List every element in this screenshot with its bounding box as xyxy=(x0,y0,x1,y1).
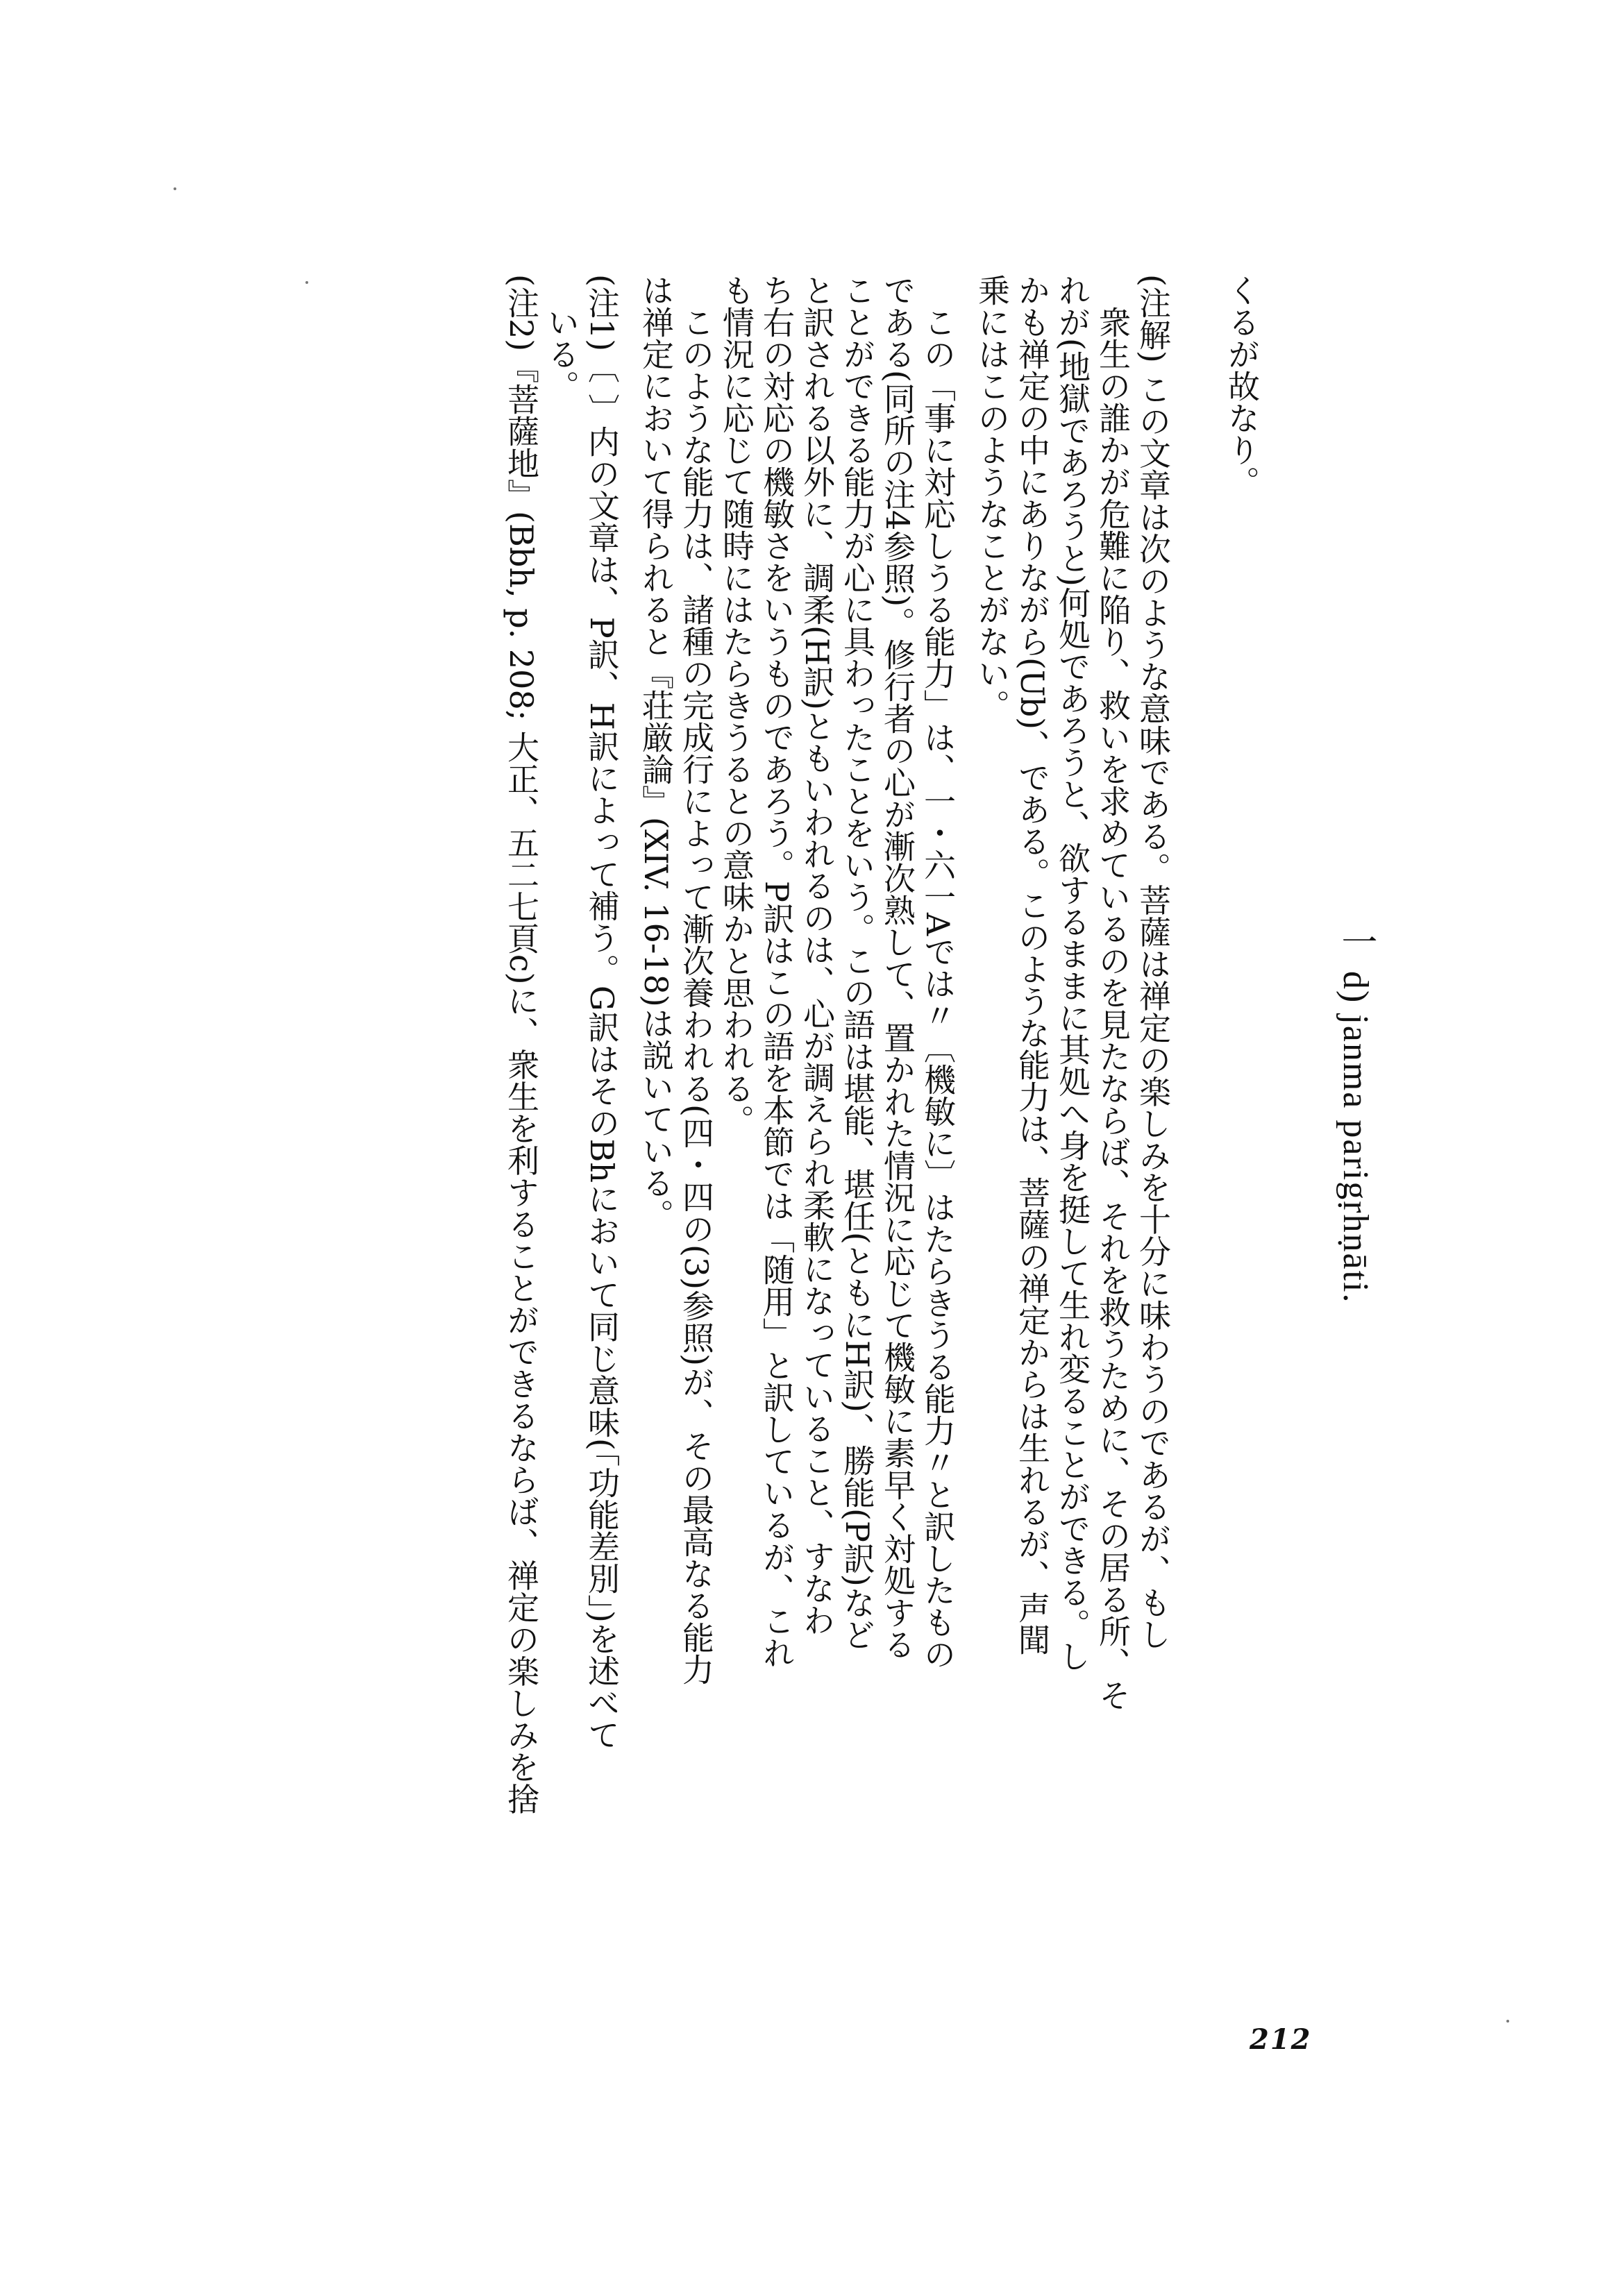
text-line: ことができる能力が心に具わったことをいう。この語は堪能、堪任(ともにH訳)、勝能(P訳)など xyxy=(839,274,876,1651)
text-line: 衆生の誰かが危難に陥り、救いを求めているのを見たならば、それを救うために、その居る所、そ xyxy=(1094,306,1132,1711)
text-line: この「事に対応しうる能力」は、一・六一Aでは〃〔機敏に〕はたらきうる能力〃と訳したもの xyxy=(919,306,957,1671)
text-line: も情況に応じて随時にはたらきうるとの意味かと思われる。 xyxy=(718,274,755,1136)
scan-speck xyxy=(305,281,308,284)
header-text: d) janma parigṛhṇāti. xyxy=(1336,971,1375,1304)
text-line: 乗にはこのようなことがない。 xyxy=(973,274,1011,721)
text-line: くるが故なり。 xyxy=(1223,274,1261,498)
text-line: は禅定において得られると『荘厳論』(XIV. 16-18)は説いている。 xyxy=(637,274,675,1231)
note-line: (注2)『菩薩地』(Bbh, p. 208; 大正、五二七頁c)に、衆生を利することができるならば、禅定の楽しみを捨 xyxy=(503,274,540,1815)
scan-speck xyxy=(174,187,176,190)
text-line: (注解) この文章は次のような意味である。菩薩は禅定の楽しみを十分に味わうのであるが、もし xyxy=(1134,274,1172,1651)
note-line: (注1)〔 〕内の文章は、P訳、H訳によって補う。G訳はそのBhにおいて同じ意味(「功能差別」)を述べて xyxy=(583,274,621,1750)
text-line: と訳される以外に、調柔(H訳)ともいわれるのは、心が調えられ柔軟になっていること、すなわ xyxy=(798,274,836,1637)
text-line: かも禅定の中にありながら(Ub)、である。このような能力は、菩薩の禅定からは生れるが、声聞 xyxy=(1014,274,1051,1656)
vertical-text-body xyxy=(501,274,1262,2134)
page-number: 212 xyxy=(1250,2023,1312,2056)
running-header xyxy=(1329,923,1381,1304)
text-line: である(同所の注4参照)。修行者の心が漸次熟して、置かれた情況に応じて機敏に素早く対処する xyxy=(879,274,916,1661)
text-line: ち右の対応の機敏さをいうものであろう。P訳はこの語を本節では「随用」と訳しているが、これ xyxy=(758,274,796,1669)
scan-speck xyxy=(1506,2020,1509,2023)
text-line: れが(地獄であろうと)何処であろうと、欲するままに其処へ身を挺して生れ変ることができる。し xyxy=(1054,274,1091,1672)
note-line: いる。 xyxy=(543,306,580,402)
text-line: このような能力は、諸種の完成行によって漸次養われる(四・四の(3)参照)が、その最高なる能力 xyxy=(678,306,715,1686)
header-dash: 一 xyxy=(1336,923,1375,961)
